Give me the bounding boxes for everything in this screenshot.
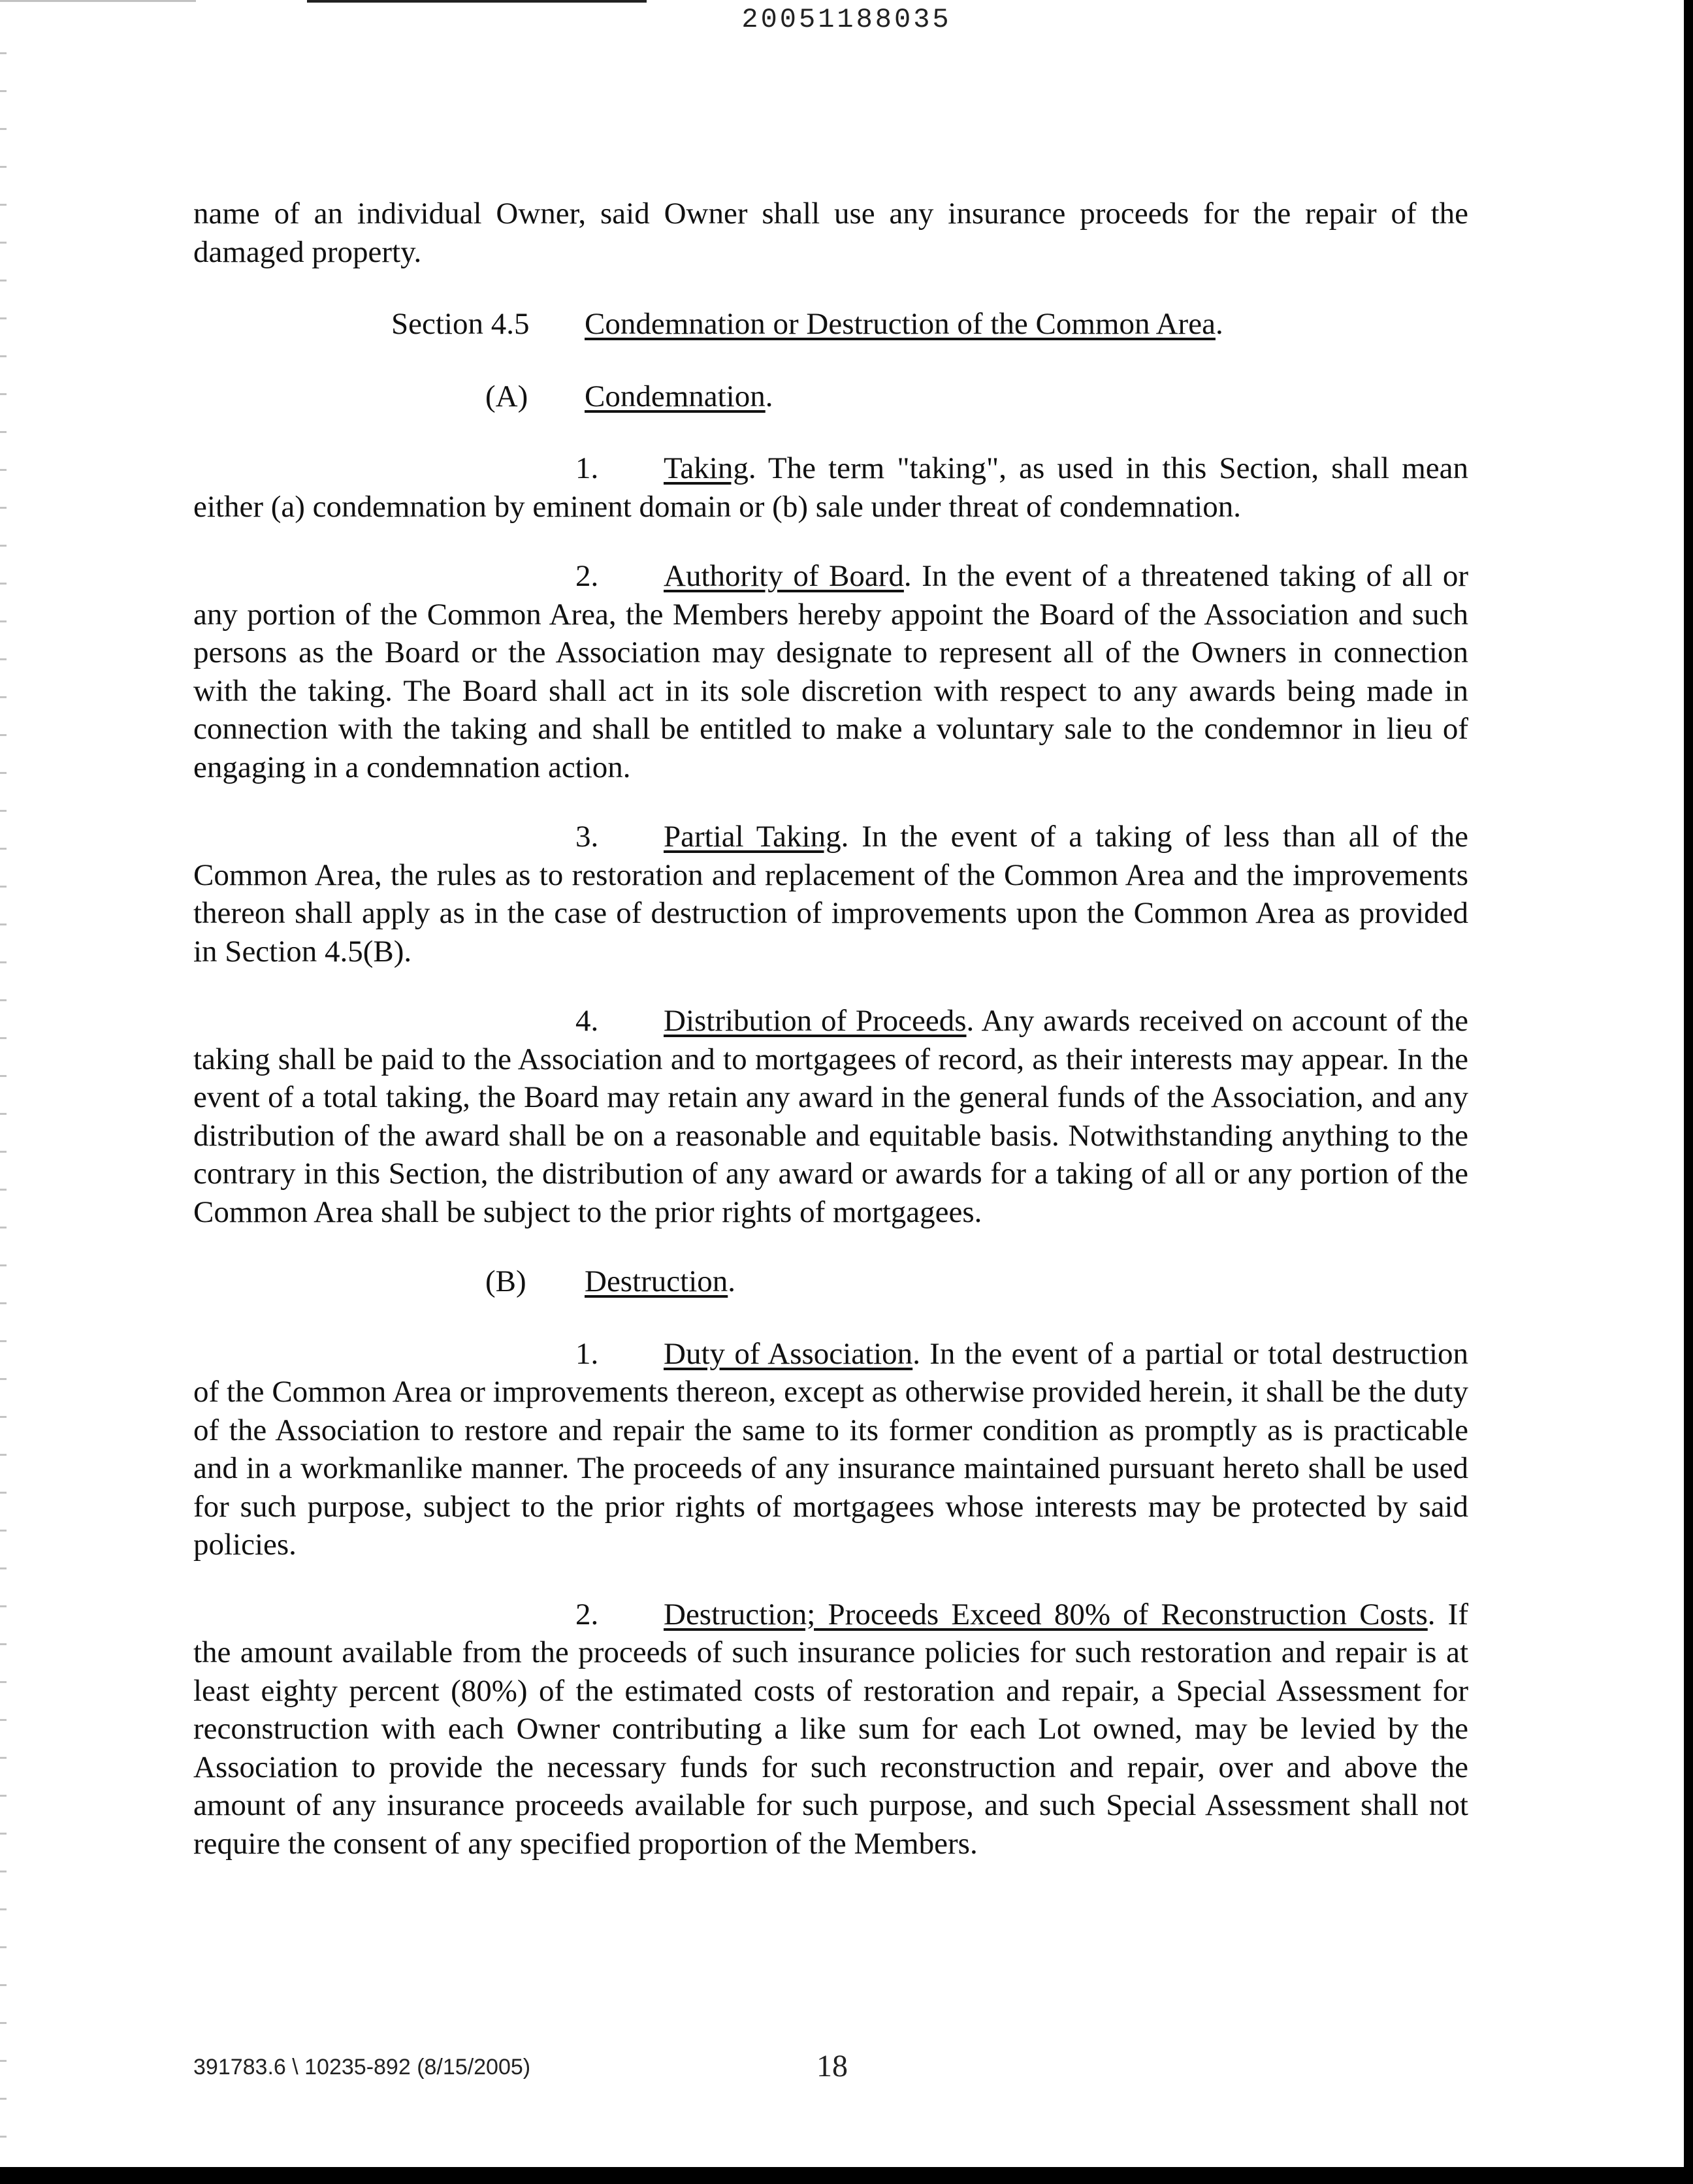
paragraph-a3: [193, 818, 1468, 971]
subsection-b-title: Destruction: [585, 1264, 728, 1298]
paragraph-number: 3.: [575, 820, 599, 854]
paragraph-a1: [193, 449, 1468, 526]
section-heading: Section 4.5 Condemnation or Destruction of the Common Area.: [193, 305, 1468, 344]
paragraph-text: . Any awards received on account of the taking shall be paid to the Association and to mortgagees of record, as their interests may appear. In the event of a total taking, the Board may retain any award in the general funds of the Association, and any distribution of the award shall be on a reasonable and equitable basis. Notwithstanding anything to the contrary in this Section, the distribution of any award or awards for a taking of all or any portion of the Common Area shall be subject to the prior rights of mortgagees.: [193, 1004, 1468, 1229]
paragraph-number: 2.: [575, 1597, 599, 1631]
paragraph-number: 4.: [575, 1004, 599, 1038]
paragraph-number: 1.: [575, 451, 599, 485]
paragraph-text: . The term "taking", as used in this Section, shall mean either (a) condemnation by eminent domain or (b) sale under threat of condemnation.: [193, 451, 1468, 524]
paragraph-number: 1.: [575, 1336, 599, 1371]
footer-document-id: 391783.6 \ 10235-892 (8/15/2005): [193, 2055, 531, 2080]
paragraph-title: Duty of Association: [664, 1336, 913, 1371]
paragraph-a2: [193, 557, 1468, 786]
paragraph-number: 2.: [575, 559, 599, 593]
section-label: Section 4.5: [391, 307, 530, 341]
subsection-b-label: (B): [485, 1264, 526, 1298]
document-body: [193, 195, 1468, 1863]
paragraph-text: . In the event of a taking of less than all of the Common Area, the rules as to restoration and replacement of the Common Area and the improvements thereon shall apply as in the case of destruction of improvements upon the Common Area as provided in Section 4.5(B).: [193, 820, 1468, 969]
paragraph-b1: [193, 1335, 1468, 1564]
subsection-a-label: (A): [485, 379, 528, 413]
paragraph-title: Taking: [664, 451, 749, 485]
intro-paragraph: name of an individual Owner, said Owner shall use any insurance proceeds for the repair of the damaged property.: [193, 197, 1468, 269]
subsection-a-heading: (A) Condemnation.: [193, 377, 1468, 416]
paragraph-b2: [193, 1596, 1468, 1863]
paragraph-text: . In the event of a threatened taking of all or any portion of the Common Area, the Members hereby appoint the Board of the Association and such persons as the Board or the Association may designate to represent all of the Owners in connection with the taking. The Board shall act in its sole discretion with respect to any awards being made in connection with the taking and shall be entitled to make a voluntary sale to the condemnor in lieu of engaging in a condemnation action.: [193, 559, 1468, 784]
paragraph-title: Destruction; Proceeds Exceed 80% of Reconstruction Costs: [664, 1597, 1428, 1631]
paragraph-title: Authority of Board: [664, 559, 904, 593]
scan-border-bottom: [0, 2167, 1693, 2184]
scan-artifact-top-rule: [307, 0, 647, 3]
section-title: Condemnation or Destruction of the Common Area: [585, 307, 1216, 341]
paragraph-title: Distribution of Proceeds: [664, 1004, 967, 1038]
subsection-b-heading: (B) Destruction.: [193, 1262, 1468, 1301]
subsection-a-title: Condemnation: [585, 379, 766, 413]
paragraph-a4: [193, 1002, 1468, 1231]
paragraph-text: . In the event of a partial or total destruction of the Common Area or improvements thereon, except as otherwise provided herein, it shall be the duty of the Association to restore and repair the same to its former condition as promptly as is practicable and in a workmanlike manner. The proceeds of any insurance maintained pursuant hereto shall be used for such purpose, subject to the prior rights of mortgagees whose interests may be protected by said policies.: [193, 1336, 1469, 1562]
scan-artifact-top-left: [0, 0, 196, 2]
paragraph-title: Partial Taking: [664, 820, 841, 854]
scan-border-right: [1684, 0, 1693, 2184]
recording-number: 20051188035: [741, 4, 952, 35]
scan-artifact-left-margin: [0, 52, 7, 2142]
page-number: 18: [816, 2049, 848, 2083]
paragraph-text: . If the amount available from the proceeds of such insurance policies for such restoration and repair is at least eighty percent (80%) of the estimated costs of restoration and repair, a Special Assessment for reconstruction with each Owner contributing a like sum for each Lot owned, may be levied by the Association to provide the necessary funds for such reconstruction and repair, over and above the amount of any insurance proceeds available for such purpose, and such Special Assessment shall not require the consent of any specified proportion of the Members.: [193, 1597, 1468, 1861]
